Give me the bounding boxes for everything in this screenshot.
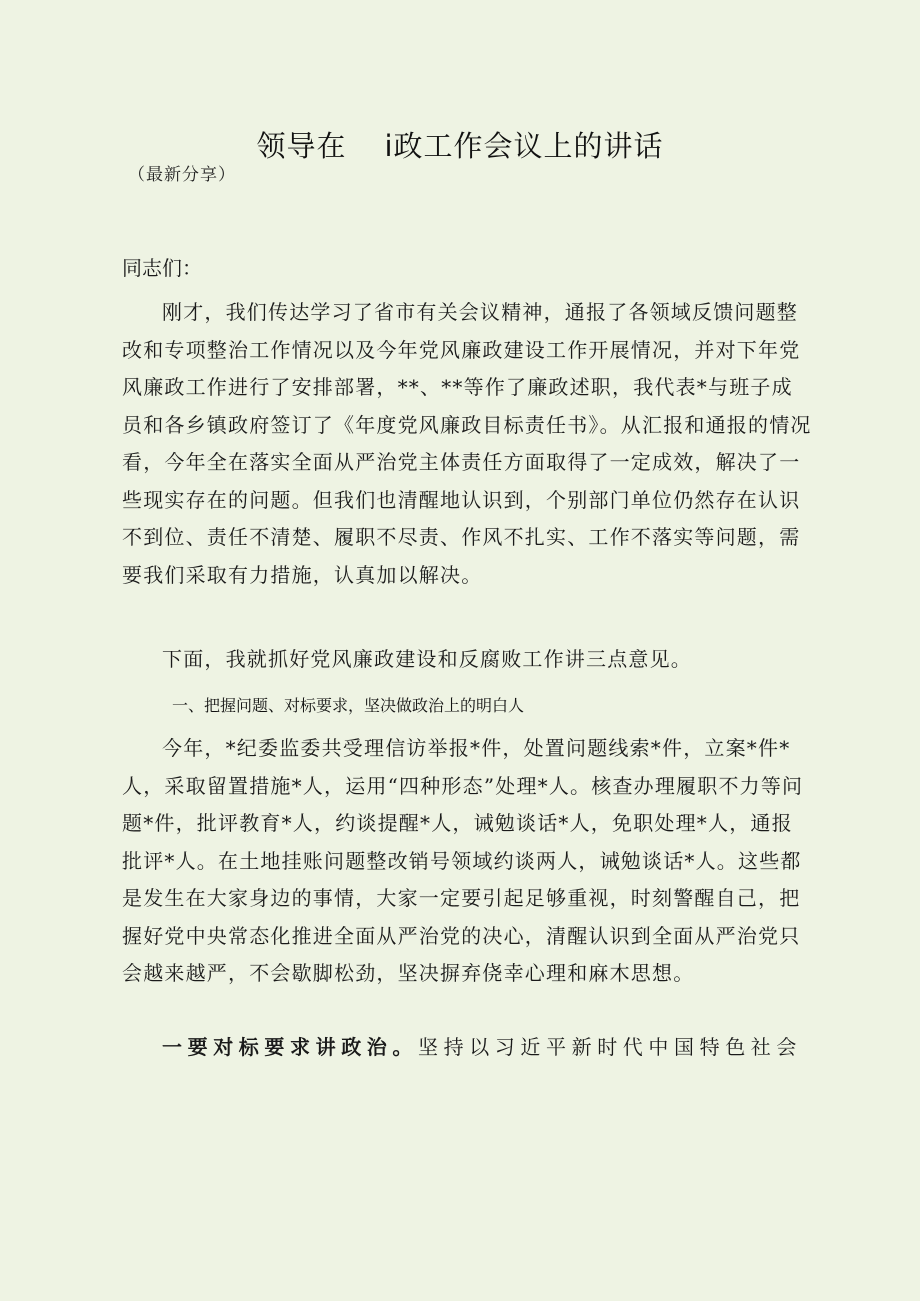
title-part2: i政工作会议上的讲话 (384, 129, 664, 163)
paragraph-2: 下面，我就抓好党风廉政建设和反腐败工作讲三点意见。 (162, 647, 692, 671)
salutation: 同志们： (122, 256, 202, 280)
section-heading-1: 一、把握问题、对标要求，坚决做政治上的明白人 (172, 696, 525, 715)
paragraph-4 (122, 1031, 812, 1060)
paragraph-3: 今年，*纪委监委共受理信访举报*件，处置问题线索*件，立案*件*人，采取留置措施*人，运用“四种形态”处理*人。核查办理履职不力等问题*件，批评教育*人，约谈提醒*人，诫勉谈话*人，免职处理*人，通报批评*人。在土地挂账问题整改销号领域约谈两人，诫勉谈话*人。这些都是发生在大家身边的事情，大家一定要引起足够重视，时刻警醒自己，把握好党中央常态化推进全面从严治党的决心，清醒认识到全面从严治党只会越来越严，不会歇脚松劲，坚决摒弃侥幸心理和麻木思想。 (122, 736, 804, 985)
paragraph-4-text: 坚持以习近平新时代中国特色社会 (418, 1035, 802, 1059)
title-part1: 领导在 (256, 129, 347, 163)
document-subtitle: （最新分享） (128, 165, 236, 185)
paragraph-4-lead: 一要对标要求讲政治。 (162, 1035, 418, 1059)
document-title (0, 124, 920, 165)
paragraph-1: 刚才，我们传达学习了省市有关会议精神，通报了各领域反馈问题整改和专项整治工作情况以及今年党风廉政建设工作开展情况，并对下年党风廉政工作进行了安排部署，**、**等作了廉政述职，我代表*与班子成员和各乡镇政府签订了《年度党风廉政目标责任书》。从汇报和通报的情况看，今年全在落实全面从严治党主体责任方面取得了一定成效，解决了一些现实存在的问题。但我们也清醒地认识到，个别部门单位仍然存在认识不到位、责任不清楚、履职不尽责、作风不扎实、工作不落实等问题，需要我们采取有力措施，认真加以解决。 (122, 300, 812, 587)
